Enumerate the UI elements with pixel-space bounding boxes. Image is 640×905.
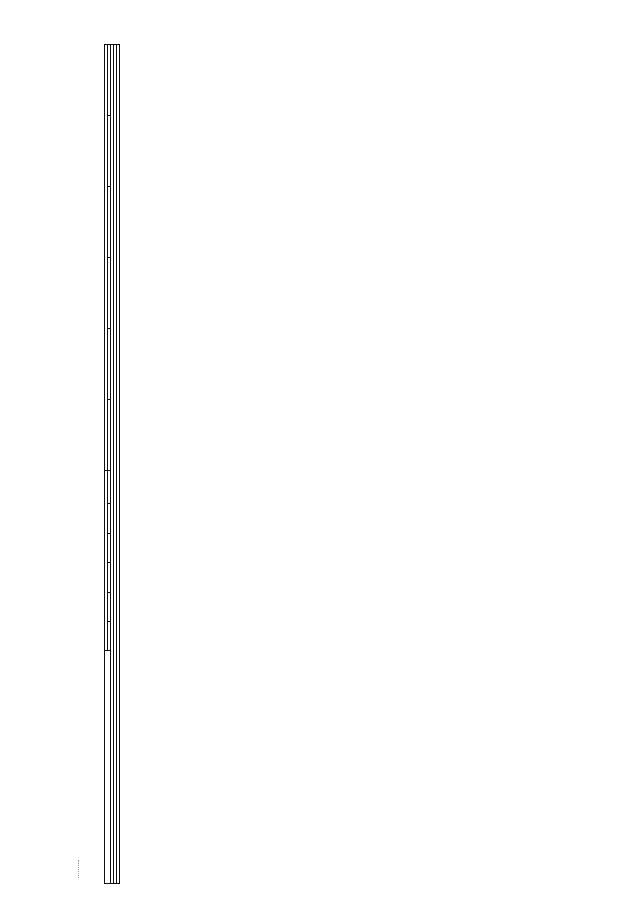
indicators-table [104,44,120,884]
document-sheet [94,44,564,884]
scan-artifact [78,860,81,878]
unit-row [117,45,120,884]
unit-of-measure [117,45,120,884]
